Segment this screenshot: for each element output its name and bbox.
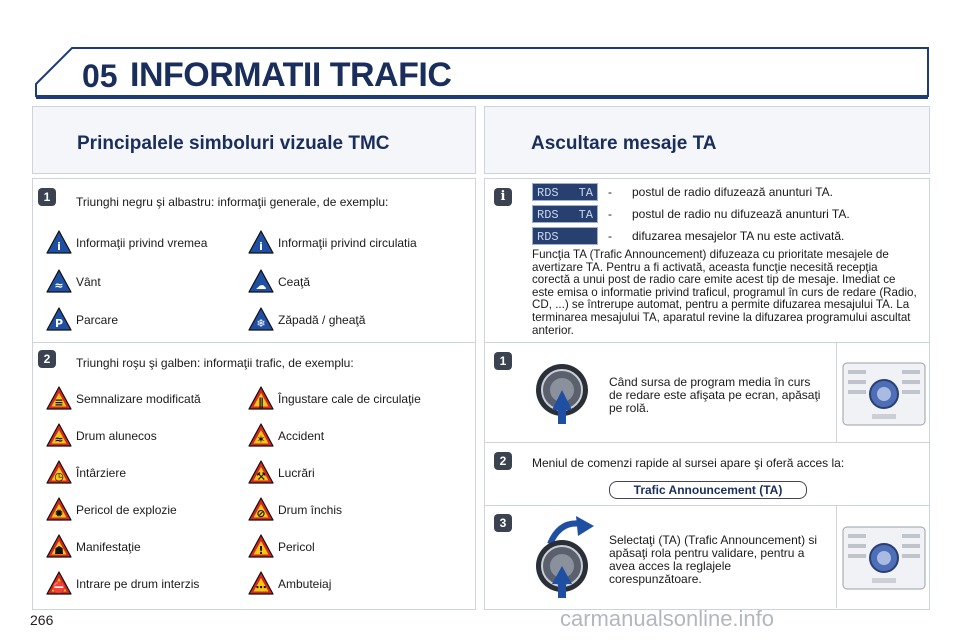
svg-text:⛔: ⛔ xyxy=(52,581,66,594)
symbol-label: Parcare xyxy=(76,313,119,327)
symbol-item xyxy=(248,386,448,412)
rds-dash: - xyxy=(608,207,612,221)
symbol-item xyxy=(46,497,246,523)
fog-triangle-icon xyxy=(248,269,274,293)
symbol-label: Lucrări xyxy=(278,466,315,480)
left-heading: Principalele simboluri vizuale TMC xyxy=(77,133,390,154)
right-step-3-badge: 3 xyxy=(494,514,512,532)
step-2-intro: Triunghi roşu şi galben: informaţii trafic, de exemplu: xyxy=(76,356,354,370)
radio-unit-image xyxy=(842,362,926,426)
right-step-2-badge: 2 xyxy=(494,452,512,470)
svg-text:≈: ≈ xyxy=(54,278,64,292)
right-step-1-text: Când sursa de program media în curs de redare este afişata pe ecran, apăsaţi pe rolă. xyxy=(609,375,821,415)
svg-text:!: ! xyxy=(258,544,264,557)
symbol-label: Drum închis xyxy=(278,503,343,517)
rds-indicator: RDS TA xyxy=(532,183,598,201)
symbol-item xyxy=(248,571,448,597)
info-icon: i xyxy=(494,188,512,206)
symbol-label: Zăpadă / gheaţă xyxy=(278,313,366,327)
traffic-jam-triangle-icon xyxy=(248,571,274,595)
slippery-road-triangle-icon xyxy=(46,423,72,447)
parking-triangle-icon xyxy=(46,307,72,331)
rds-indicator: RDS TA xyxy=(532,205,598,223)
accident-triangle-icon xyxy=(248,423,274,447)
svg-text:❄: ❄ xyxy=(256,317,266,330)
page-number: 266 xyxy=(30,612,54,628)
rds-dash: - xyxy=(608,185,612,199)
symbol-item xyxy=(248,269,448,295)
ta-description: Funcţia TA (Trafic Announcement) difuzeaza cu prioritate mesajele de avertizare TA. Pentru a fi activată, aceasta funcţie necesită recepţia corectă a unui post de radio care emite acest tip de mesaje. Imediat ce este emisa o informatie privind traficul, programul în curs de redare (Radio, CD, ...) se întrerupe automat, pentru a permite difuzarea mesajului TA. La terminarea mesajului TA, aparatul revine la difuzarea programului ascultat anterior. xyxy=(532,248,917,337)
left-divider xyxy=(32,342,475,343)
right-step-1-badge: 1 xyxy=(494,352,512,370)
svg-text:i: i xyxy=(57,240,61,253)
symbol-label: Informaţii privind circulatia xyxy=(278,236,417,250)
symbol-item xyxy=(248,423,448,449)
page-title: INFORMATII TRAFIC xyxy=(130,56,452,94)
delay-triangle-icon xyxy=(46,460,72,484)
step-1-badge: 1 xyxy=(38,188,56,206)
right-heading-box xyxy=(484,106,930,174)
symbol-item xyxy=(46,307,246,333)
symbol-item xyxy=(46,423,246,449)
weather-info-triangle-icon xyxy=(46,230,72,254)
rds-dash: - xyxy=(608,229,612,243)
symbol-label: Informaţii privind vremea xyxy=(76,236,208,250)
step-2-badge: 2 xyxy=(38,350,56,368)
rds-indicator: RDS xyxy=(532,227,598,245)
right-vertical-divider-2 xyxy=(836,506,837,608)
radio-unit-image-2 xyxy=(842,526,926,590)
symbol-label: Drum alunecos xyxy=(76,429,157,443)
symbol-item xyxy=(248,534,448,560)
svg-text:≈: ≈ xyxy=(54,433,64,446)
right-divider-3 xyxy=(484,505,929,506)
right-step-2-text: Meniul de comenzi rapide al sursei apare şi oferă acces la: xyxy=(532,456,845,470)
svg-text:∥: ∥ xyxy=(258,396,264,409)
symbol-item xyxy=(248,307,448,333)
symbol-label: Pericol de explozie xyxy=(76,503,177,517)
svg-text:⊘: ⊘ xyxy=(256,507,266,520)
step-1-intro: Triunghi negru şi albastru: informaţii generale, de exemplu: xyxy=(76,195,389,209)
symbol-label: Ambuteiaj xyxy=(278,577,332,591)
no-entry-triangle-icon xyxy=(46,571,72,595)
symbol-label: Semnalizare modificată xyxy=(76,392,201,406)
left-heading-box xyxy=(32,106,476,174)
chapter-number: 05 xyxy=(82,58,118,94)
symbol-item xyxy=(46,571,246,597)
symbol-item xyxy=(46,460,246,486)
snow-ice-triangle-icon xyxy=(248,307,274,331)
rotate-knob-icon[interactable] xyxy=(530,514,600,600)
symbol-label: Întârziere xyxy=(76,466,127,480)
svg-text:✶: ✶ xyxy=(256,433,266,446)
right-divider-2 xyxy=(484,442,929,443)
svg-text:☁: ☁ xyxy=(255,278,267,292)
symbol-label: Pericol xyxy=(278,540,315,554)
road-closed-triangle-icon xyxy=(248,497,274,521)
svg-text:☗: ☗ xyxy=(54,544,64,557)
svg-text:◷: ◷ xyxy=(54,470,64,483)
traffic-info-triangle-icon xyxy=(248,230,274,254)
rds-description: difuzarea mesajelor TA nu este activată. xyxy=(632,229,845,243)
symbol-label: Ceaţă xyxy=(278,274,311,289)
symbol-label: Manifestaţie xyxy=(76,540,141,554)
symbol-item xyxy=(248,460,448,486)
signal-change-triangle-icon xyxy=(46,386,72,410)
symbol-item xyxy=(46,230,246,256)
svg-text:✹: ✹ xyxy=(54,507,64,520)
svg-text:i: i xyxy=(259,240,263,253)
demonstration-triangle-icon xyxy=(46,534,72,558)
road-narrows-triangle-icon xyxy=(248,386,274,410)
roadworks-triangle-icon xyxy=(248,460,274,484)
symbol-label: Accident xyxy=(278,429,325,443)
symbol-item xyxy=(46,534,246,560)
svg-text:P: P xyxy=(54,317,64,330)
svg-text:⚒: ⚒ xyxy=(256,470,266,483)
right-step-3-text: Selectaţi (TA) (Trafic Announcement) si apăsaţi rola pentru validare, pentru a avea acces la reglajele corespunzătoare. xyxy=(609,533,818,586)
rotary-knob-icon[interactable] xyxy=(532,360,592,426)
danger-triangle-icon xyxy=(248,534,274,558)
trafic-announcement-button[interactable]: Trafic Announcement (TA) xyxy=(609,481,807,499)
svg-text:≡: ≡ xyxy=(54,396,64,409)
rds-description: postul de radio nu difuzează anunturi TA. xyxy=(632,207,850,221)
symbol-label: Vânt xyxy=(76,274,101,289)
right-vertical-divider-1 xyxy=(836,343,837,442)
symbol-label: Îngustare cale de circulaţie xyxy=(278,392,421,406)
symbol-item xyxy=(248,497,448,523)
symbol-label: Intrare pe drum interzis xyxy=(76,577,200,591)
wind-triangle-icon xyxy=(46,269,72,293)
svg-text:⋯: ⋯ xyxy=(255,581,267,594)
rds-description: postul de radio difuzează anunturi TA. xyxy=(632,185,834,199)
symbol-item xyxy=(46,386,246,412)
right-divider-1 xyxy=(484,342,929,343)
explosion-triangle-icon xyxy=(46,497,72,521)
symbol-item xyxy=(46,269,246,295)
symbol-item xyxy=(248,230,448,256)
right-heading: Ascultare mesaje TA xyxy=(531,133,717,154)
watermark: carmanualsonline.info xyxy=(560,606,775,631)
